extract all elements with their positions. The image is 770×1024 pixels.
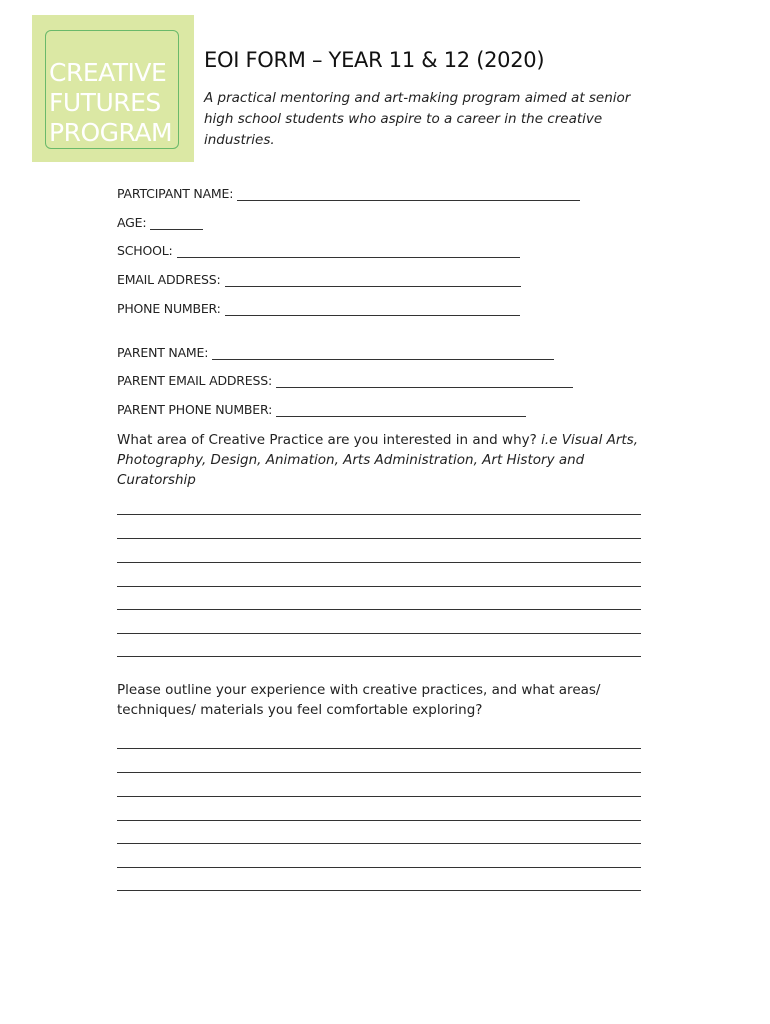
school-line[interactable]: [177, 243, 520, 258]
answer1-line-3[interactable]: [117, 562, 641, 563]
phone-line[interactable]: [225, 301, 520, 316]
phone-field[interactable]: [117, 296, 520, 316]
answer2-line-2[interactable]: [117, 772, 641, 773]
participant-name-label: PARTCIPANT NAME:: [117, 186, 234, 201]
age-line[interactable]: [150, 215, 203, 230]
answer2-line-1[interactable]: [117, 748, 641, 749]
question-creative-area-examples: i.e Visual Arts, Photography, Design, Animation, Arts Administration, Art History and Curatorship: [117, 432, 639, 488]
answer1-line-1[interactable]: [117, 514, 641, 515]
parent-name-line[interactable]: [212, 345, 554, 360]
parent-email-field[interactable]: [117, 368, 573, 388]
participant-name-line[interactable]: [237, 186, 580, 201]
answer1-line-6[interactable]: [117, 633, 641, 634]
answer1-line-7[interactable]: [117, 656, 641, 657]
answer1-line-2[interactable]: [117, 538, 641, 539]
phone-label: PHONE NUMBER:: [117, 301, 221, 316]
parent-name-label: PARENT NAME:: [117, 345, 209, 360]
form-title: EOI FORM – YEAR 11 & 12 (2020): [204, 48, 545, 72]
age-label: AGE:: [117, 215, 147, 230]
school-field[interactable]: [117, 238, 520, 258]
question-creative-area: [117, 430, 645, 490]
logo-line-3: PROGRAM: [49, 118, 173, 147]
parent-email-line[interactable]: [276, 373, 573, 388]
participant-name-field[interactable]: [117, 181, 580, 201]
answer2-line-7[interactable]: [117, 890, 641, 891]
answer2-line-5[interactable]: [117, 843, 641, 844]
answer2-line-4[interactable]: [117, 820, 641, 821]
parent-phone-label: PARENT PHONE NUMBER:: [117, 402, 273, 417]
age-field[interactable]: [117, 210, 203, 230]
answer2-line-3[interactable]: [117, 796, 641, 797]
answer2-line-6[interactable]: [117, 867, 641, 868]
school-label: SCHOOL:: [117, 243, 173, 258]
question-creative-area-text: What area of Creative Practice are you interested in and why?: [117, 432, 542, 448]
question-experience: Please outline your experience with creative practices, and what areas/ techniques/ materials you feel comfortable exploring?: [117, 682, 601, 718]
answer1-line-5[interactable]: [117, 609, 641, 610]
logo-line-2: FUTURES: [49, 88, 161, 117]
email-field[interactable]: [117, 267, 521, 287]
parent-email-label: PARENT EMAIL ADDRESS:: [117, 373, 272, 388]
email-label: EMAIL ADDRESS:: [117, 272, 221, 287]
program-logo: [32, 15, 194, 162]
parent-phone-field[interactable]: [117, 397, 526, 417]
parent-phone-line[interactable]: [276, 402, 526, 417]
logo-line-1: CREATIVE: [49, 58, 167, 87]
answer1-line-4[interactable]: [117, 586, 641, 587]
form-subtitle: A practical mentoring and art-making program aimed at senior high school students who aspire to a career in the creative industries.: [204, 90, 631, 148]
email-line[interactable]: [225, 272, 521, 287]
parent-name-field[interactable]: [117, 340, 554, 360]
